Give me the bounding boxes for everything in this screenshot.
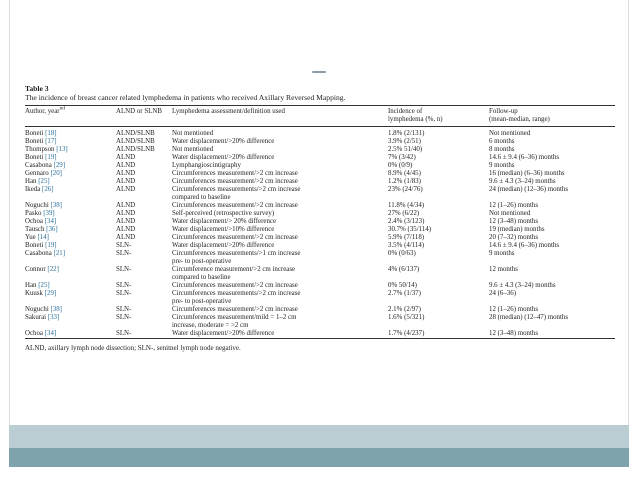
cell-assessment: Water displacement/>20% difference bbox=[172, 330, 275, 337]
cell-assessment: Water displacement/>10% difference bbox=[172, 226, 275, 233]
reference-link[interactable]: [36] bbox=[46, 226, 58, 233]
cell-author: Han [25] bbox=[25, 178, 50, 185]
reference-link[interactable]: [19] bbox=[45, 154, 57, 161]
table-row bbox=[25, 202, 615, 210]
cell-procedure: ALND bbox=[116, 170, 136, 177]
cell-followup: 12 (3–48) months bbox=[489, 330, 538, 337]
reference-link[interactable]: [19] bbox=[45, 242, 57, 249]
table-row bbox=[25, 138, 615, 146]
reference-link[interactable]: [20] bbox=[50, 170, 62, 177]
cell-assessment: Not mentioned bbox=[172, 130, 214, 137]
cell-author: Han [25] bbox=[25, 282, 50, 289]
cell-assessment: Water displacement/>20% difference bbox=[172, 242, 275, 249]
cell-procedure: SLN- bbox=[116, 250, 132, 257]
cell-incidence: 3.9% (2/51) bbox=[388, 138, 421, 145]
cell-incidence: 23% (24/76) bbox=[388, 186, 423, 193]
footer-band-light bbox=[9, 425, 629, 448]
table-row bbox=[25, 290, 615, 306]
table-row bbox=[25, 314, 615, 330]
cell-followup: 8 months bbox=[489, 146, 515, 153]
cell-incidence: 4% (6/137) bbox=[388, 266, 420, 273]
frame-right-border bbox=[628, 0, 629, 425]
table-row bbox=[25, 226, 615, 234]
cell-followup: 9.6 ± 4.3 (3–24) months bbox=[489, 282, 556, 289]
cell-procedure: SLN- bbox=[116, 330, 132, 337]
cell-assessment: Circumferences measurements/>2 cm increase pre- to post-operative bbox=[172, 290, 301, 305]
cell-followup: 9.6 ± 4.3 (3–24) months bbox=[489, 178, 556, 185]
cell-procedure: SLN- bbox=[116, 282, 132, 289]
reference-link[interactable]: [21] bbox=[53, 250, 66, 257]
table-row bbox=[25, 330, 615, 339]
cell-author: Boneti [19] bbox=[25, 242, 57, 249]
cell-followup: 20 (7–32) months bbox=[489, 234, 538, 241]
table-figure bbox=[25, 84, 615, 353]
table-row bbox=[25, 186, 615, 202]
cell-incidence: 7% (3/42) bbox=[388, 154, 416, 161]
reference-link[interactable]: [38] bbox=[50, 202, 62, 209]
cell-procedure: ALND/SLNB bbox=[116, 146, 155, 153]
table-row bbox=[25, 162, 615, 170]
cell-procedure: SLN- bbox=[116, 242, 132, 249]
cell-author: Kuusk [29] bbox=[25, 290, 57, 297]
header-author: Author, year$^{ref}$ bbox=[25, 106, 66, 115]
table-row bbox=[25, 127, 615, 139]
header-assessment: Lymphedema assessment/definition used bbox=[172, 108, 285, 115]
header-procedure: ALND or SLNB bbox=[116, 108, 162, 115]
cell-author: Gennaro [20] bbox=[25, 170, 62, 177]
cell-assessment: Circumferences measurements/>1 cm increase pre- to post-operative bbox=[172, 250, 301, 265]
cell-assessment: Circumferences measurement/>2 cm increase bbox=[172, 202, 298, 209]
cell-procedure: SLN- bbox=[116, 314, 132, 321]
header-incidence: Incidence of lymphedema (%, n) bbox=[388, 108, 443, 123]
reference-link[interactable]: [34] bbox=[44, 218, 57, 225]
cell-incidence: 11.8% (4/34) bbox=[388, 202, 425, 209]
cell-incidence: 2.1% (2/97) bbox=[388, 306, 421, 313]
cell-procedure: ALND bbox=[116, 226, 136, 233]
cell-assessment: Circumferences measurement/>2 cm increase bbox=[172, 306, 298, 313]
table-row bbox=[25, 178, 615, 186]
table-caption: The incidence of breast cancer related lymphedema in patients who received Axillary Reversed Mapping. bbox=[25, 93, 346, 102]
cell-followup: 24 (median) (12–36) months bbox=[489, 186, 569, 193]
cell-followup: 14.6 ± 9.4 (6–36) months bbox=[489, 242, 560, 249]
table-row bbox=[25, 282, 615, 290]
cell-author: Boneti [19] bbox=[25, 154, 57, 161]
footer-band-dark bbox=[9, 448, 629, 467]
cell-author: Boneti [17] bbox=[25, 138, 57, 145]
table-row bbox=[25, 234, 615, 242]
cell-incidence: 1.7% (4/237) bbox=[388, 330, 425, 337]
cell-author: Ochoa [34] bbox=[25, 330, 57, 337]
cell-assessment: Not mentioned bbox=[172, 146, 214, 153]
table-label: Table 3 bbox=[25, 84, 49, 93]
table-row bbox=[25, 210, 615, 218]
cell-incidence: 2.7% (1/37) bbox=[388, 290, 421, 297]
cell-followup: 19 (median) months bbox=[489, 226, 545, 233]
table-row bbox=[25, 154, 615, 162]
cell-assessment: Circumferences measurement/>2 cm increase bbox=[172, 282, 298, 289]
cell-incidence: 2.4% (3/123) bbox=[388, 218, 425, 225]
cell-assessment: Water displacement/>20% difference bbox=[172, 154, 275, 161]
cell-assessment: Circumference measurement/>2 cm increase compared to baseline bbox=[172, 266, 296, 281]
cell-assessment: Self-perceived (retrospective survey) bbox=[172, 210, 275, 217]
reference-link[interactable]: [25] bbox=[38, 282, 50, 289]
reference-link[interactable]: [26] bbox=[42, 186, 54, 193]
cell-followup: 28 (median) (12–47) months bbox=[489, 314, 569, 321]
cell-assessment: Circumferences measurements/>2 cm increase compared to baseline bbox=[172, 186, 301, 201]
reference-link[interactable]: [14] bbox=[37, 234, 49, 241]
cell-incidence: 30.7% (35/114) bbox=[388, 226, 431, 233]
cell-incidence: 1.6% (5/321) bbox=[388, 314, 425, 321]
cell-incidence: 0% 50/14) bbox=[388, 282, 417, 289]
cell-followup: 12 (1–26) months bbox=[489, 202, 538, 209]
cell-followup: 9 months bbox=[489, 250, 515, 257]
cell-author: Noguchi [38] bbox=[25, 306, 62, 313]
reference-link[interactable]: [33] bbox=[47, 314, 60, 321]
reference-link[interactable]: [38] bbox=[50, 306, 62, 313]
header-followup: Follow-up (mean-median, range) bbox=[489, 108, 550, 123]
cell-followup: 9 months bbox=[489, 162, 515, 169]
table-row bbox=[25, 266, 615, 282]
cell-followup: 12 months bbox=[489, 266, 518, 273]
cell-followup: 12 (1–26) months bbox=[489, 306, 538, 313]
cell-assessment: Water displacement/> 20% difference bbox=[172, 218, 277, 225]
cell-author: Thompson [13] bbox=[25, 146, 68, 153]
cell-procedure: ALND/SLNB bbox=[116, 138, 155, 145]
cell-followup: Not mentioned bbox=[489, 210, 531, 217]
reference-link[interactable]: [39] bbox=[43, 210, 55, 217]
cell-author: Connor [22] bbox=[25, 266, 59, 273]
cell-procedure: ALND bbox=[116, 186, 136, 193]
cell-incidence: 1.2% (1/83) bbox=[388, 178, 421, 185]
cell-procedure: ALND bbox=[116, 154, 136, 161]
cell-procedure: ALND/SLNB bbox=[116, 130, 155, 137]
frame-left-border bbox=[9, 0, 10, 425]
cell-followup: 16 (median) (6–36) months bbox=[489, 170, 565, 177]
cell-assessment: Circumferences measurement/>2 cm increase bbox=[172, 170, 298, 177]
table-header bbox=[25, 106, 615, 127]
cell-procedure: ALND bbox=[116, 202, 136, 209]
cell-followup: 24 (6–36) bbox=[489, 290, 516, 297]
cell-procedure: SLN- bbox=[116, 306, 132, 313]
table-footnote: ALND, axillary lymph node dissection; SLN-, senitnel lymph node negative. bbox=[25, 344, 241, 352]
cell-procedure: ALND bbox=[116, 178, 136, 185]
reference-link[interactable]: [29] bbox=[44, 290, 57, 297]
reference-link[interactable]: [22] bbox=[47, 266, 59, 273]
reference-link[interactable]: [29] bbox=[53, 162, 66, 169]
cell-followup: 12 (3–48) months bbox=[489, 218, 538, 225]
cell-assessment: Circumferences measurement/mild = 1–2 cm increase, moderate = >2 cm bbox=[172, 314, 297, 329]
cell-author: Tausch [36] bbox=[25, 226, 58, 233]
reference-link[interactable]: [13] bbox=[56, 146, 68, 153]
cell-incidence: 3.5% (4/114) bbox=[388, 242, 425, 249]
cell-author: Ochoa [34] bbox=[25, 218, 57, 225]
cell-author: Casabona [29] bbox=[25, 162, 66, 169]
table-row bbox=[25, 146, 615, 154]
table-row bbox=[25, 218, 615, 226]
cell-incidence: 0% (0/9) bbox=[388, 162, 413, 169]
table-row bbox=[25, 170, 615, 178]
cell-incidence: 1.8% (2/131) bbox=[388, 130, 425, 137]
cell-author: Boneti [18] bbox=[25, 130, 57, 137]
cell-procedure: SLN- bbox=[116, 290, 132, 297]
cell-author: Noguchi [38] bbox=[25, 202, 62, 209]
cell-author: Sakurai [33] bbox=[25, 314, 60, 321]
cell-assessment: Circumferences measurement/>2 cm increase bbox=[172, 234, 298, 241]
reference-link[interactable]: [34] bbox=[44, 330, 57, 337]
cell-procedure: SLN- bbox=[116, 266, 132, 273]
cell-followup: 6 months bbox=[489, 138, 515, 145]
reference-link[interactable]: [25] bbox=[38, 178, 50, 185]
cell-author: Casabona [21] bbox=[25, 250, 66, 257]
cell-procedure: ALND bbox=[116, 234, 136, 241]
cell-assessment: Lymphangioscintigraphy bbox=[172, 162, 241, 169]
cell-author: Yue [14] bbox=[25, 234, 49, 241]
cell-followup: Not mentioned bbox=[489, 130, 531, 137]
cell-incidence: 2.5% 51/40) bbox=[388, 146, 423, 153]
reference-link[interactable]: [17] bbox=[45, 138, 57, 145]
cell-assessment: Water displacement/>20% difference bbox=[172, 138, 275, 145]
table-row bbox=[25, 250, 615, 266]
cell-procedure: ALND bbox=[116, 162, 136, 169]
cell-assessment: Circumferences measurement/>2 cm increase bbox=[172, 178, 298, 185]
table-row bbox=[25, 306, 615, 314]
cell-incidence: 27% (6/22) bbox=[388, 210, 420, 217]
cell-procedure: ALND bbox=[116, 218, 136, 225]
cell-author: Pasko [39] bbox=[25, 210, 55, 217]
cell-incidence: 5.9% (7/118) bbox=[388, 234, 425, 241]
cell-followup: 14.6 ± 9.4 (6–36) months bbox=[489, 154, 560, 161]
cell-procedure: ALND bbox=[116, 210, 136, 217]
cell-incidence: 8.9% (4/45) bbox=[388, 170, 421, 177]
decorative-title-line bbox=[312, 71, 326, 73]
table-row bbox=[25, 242, 615, 250]
cell-author: Ikeda [26] bbox=[25, 186, 54, 193]
cell-incidence: 0% (0/63) bbox=[388, 250, 416, 257]
table-body bbox=[25, 127, 615, 339]
reference-link[interactable]: [18] bbox=[45, 130, 57, 137]
lymphedema-table bbox=[25, 105, 615, 339]
